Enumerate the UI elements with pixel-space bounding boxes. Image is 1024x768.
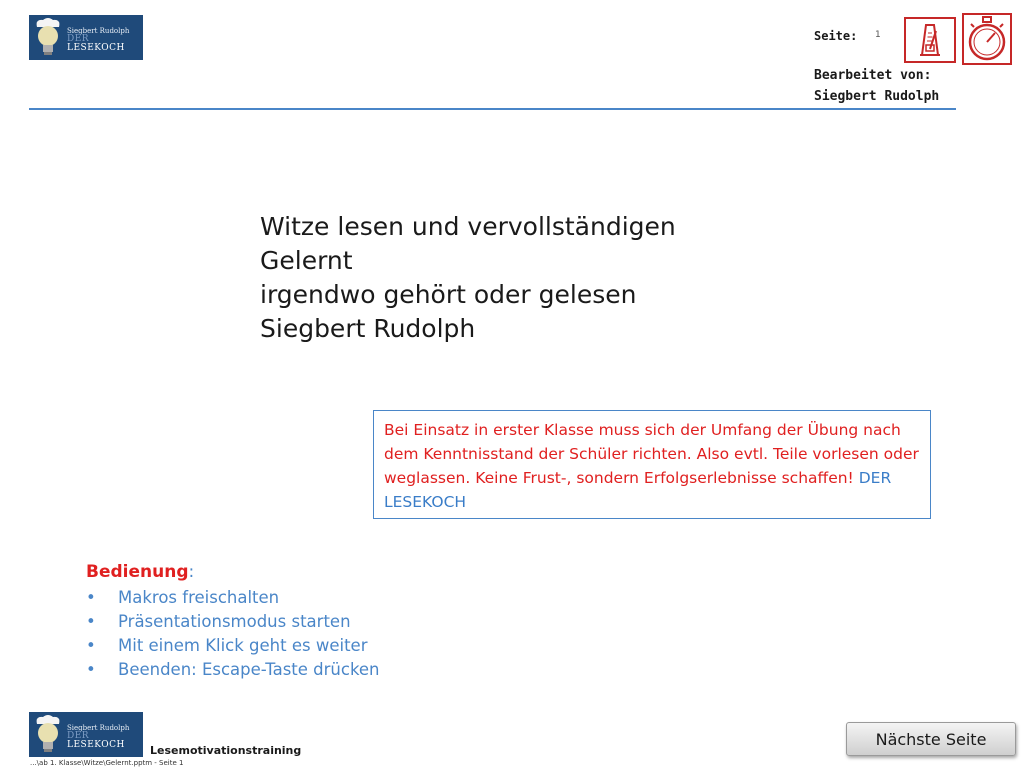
- info-value: irgendwo gehört oder gelesen: [260, 280, 637, 309]
- logo-author: Siegbert Rudolph: [67, 724, 130, 732]
- logo-brand: DER LESEKOCH: [67, 34, 125, 53]
- logo-brand: DER LESEKOCH: [67, 731, 125, 750]
- bullet: •: [86, 660, 96, 679]
- operation-heading: Bedienung:: [86, 562, 195, 582]
- metronome-button[interactable]: [904, 17, 956, 63]
- footer-lesekoch-logo: [29, 712, 143, 757]
- list-item: • Präsentationsmodus starten: [86, 610, 380, 634]
- note-text: Bei Einsatz in erster Klasse muss sich der Umfang der Übung nach dem Kenntnisstand der Schüler richten. Also evtl. Teile vorlesen oder weglassen. Keine Frust-, sondern Erfolgserlebnisse schaffen!: [384, 421, 919, 487]
- course-name: Lesemotivationstraining: [150, 744, 302, 757]
- bullet: •: [86, 612, 96, 631]
- lightbulb-chef-icon: [31, 17, 65, 59]
- list-item: • Makros freischalten: [86, 586, 380, 610]
- teacher-note: [373, 410, 931, 519]
- info-value: Gelernt: [260, 246, 353, 275]
- edited-by-label: Bearbeitet von:: [814, 68, 932, 83]
- stopwatch-button[interactable]: [962, 13, 1012, 65]
- info-value: Witze lesen und vervollständigen: [260, 212, 676, 241]
- list-item: • Mit einem Klick geht es weiter: [86, 634, 380, 658]
- page-label: Seite:: [814, 29, 858, 43]
- lesekoch-logo: [29, 15, 143, 60]
- metronome-icon: [906, 19, 954, 61]
- stopwatch-icon: [964, 15, 1010, 63]
- page-number: 1: [875, 30, 881, 40]
- list-item: • Beenden: Escape-Taste drücken: [86, 658, 380, 682]
- lightbulb-chef-icon: [31, 714, 65, 756]
- next-page-button[interactable]: Nächste Seite: [846, 722, 1016, 756]
- bullet: •: [86, 636, 96, 655]
- operation-list: [86, 586, 380, 682]
- header-divider: [29, 108, 956, 110]
- logo-author: Siegbert Rudolph: [67, 27, 130, 35]
- file-path: ...\ab 1. Klasse\Witze\Gelernt.pptm - Seite 1: [30, 759, 184, 767]
- note-brand: DER LESEKOCH: [384, 469, 892, 511]
- bullet: •: [86, 588, 96, 607]
- info-value: Siegbert Rudolph: [260, 314, 476, 343]
- edited-by-name: Siegbert Rudolph: [814, 89, 940, 104]
